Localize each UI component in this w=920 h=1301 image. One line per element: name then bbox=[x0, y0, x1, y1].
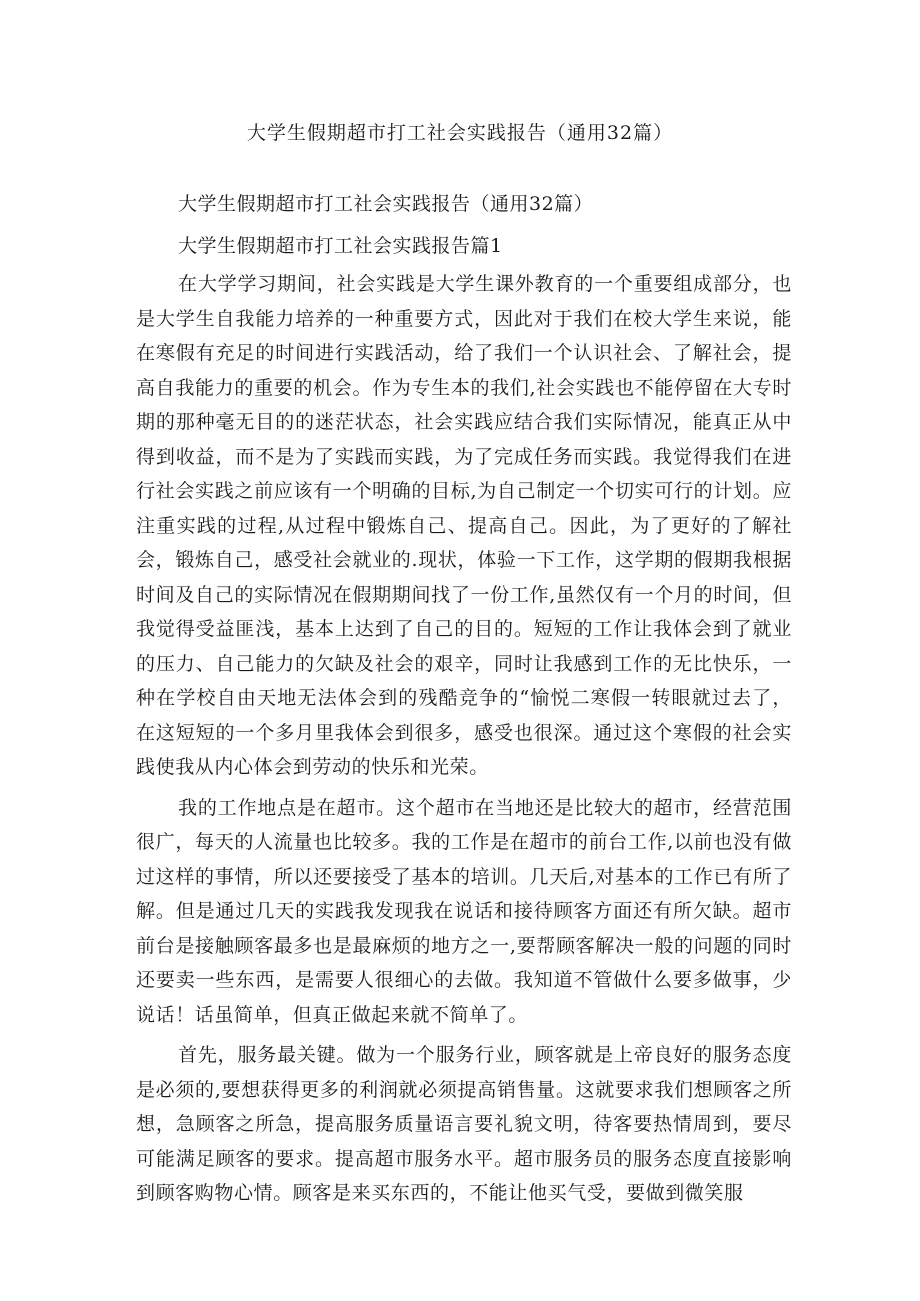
document-title: 大学生假期超市打工社会实践报告（通用32篇） bbox=[246, 122, 674, 144]
document-subtitle: 大学生假期超市打工社会实践报告（通用32篇） bbox=[178, 193, 594, 215]
document-body bbox=[136, 183, 792, 1211]
section-heading: 大学生假期超市打工社会实践报告篇1 bbox=[178, 235, 503, 257]
body-paragraph: 首先，服务最关键。做为一个服务行业，顾客就是上帝良好的服务态度是必须的,要想获得更多的利润就必须提高销售量。这就要求我们想顾客之所想，急顾客之所急，提高服务质量语言要礼貌文明，待客要热情周到，要尽可能满足顾客的要求。提高超市服务水平。超市服务员的服务态度直接影响到顾客购物心情。顾客是来买东西的，不能让他买气受，要做到微笑服 bbox=[136, 1044, 792, 1204]
body-paragraph: 在大学学习期间，社会实践是大学生课外教育的一个重要组成部分，也是大学生自我能力培养的一种重要方式，因此对于我们在校大学生来说，能在寒假有充足的时间进行实践活动，给了我们一个认识社会、了解社会，提高自我能力的重要的机会。作为专生本的我们,社会实践也不能停留在大专时期的那种毫无目的的迷茫状态，社会实践应结合我们实际情况，能真正从中得到收益，而不是为了实践而实践，为了完成任务而实践。我觉得我们在进行社会实践之前应该有一个明确的目标,为自己制定一个切实可行的计划。应注重实践的过程,从过程中锻炼自己、提高自己。因此，为了更好的了解社会，锻炼自己，感受社会就业的.现状，体验一下工作，这学期的假期我根据时间及自己的实际情况在假期期间找了一份工作,虽然仅有一个月的时间，但我觉得受益匪浅，基本上达到了自己的目的。短短的工作让我体会到了就业的压力、自己能力的欠缺及社会的艰辛，同时让我感到工作的无比快乐，一种在学校自由天地无法体会到的残酷竞争的“愉悦二寒假一转眼就过去了，在这短短的一个多月里我体会到很多，感受也很深。通过这个寒假的社会实践使我从内心体会到劳动的快乐和光荣。 bbox=[136, 273, 792, 778]
body-paragraph: 我的工作地点是在超市。这个超市在当地还是比较大的超市，经营范围很广，每天的人流量也比较多。我的工作是在超市的前台工作,以前也没有做过这样的事情，所以还要接受了基本的培训。几天后,对基本的工作已有所了解。但是通过几天的实践我发现我在说话和接待顾客方面还有所欠缺。超市前台是接触顾客最多也是最麻烦的地方之一,要帮顾客解决一般的问题的同时还要卖一些东西，是需要人很细心的去做。我知道不管做什么要多做事，少说话！话虽简单，但真正做起来就不简单了。 bbox=[136, 796, 792, 1026]
